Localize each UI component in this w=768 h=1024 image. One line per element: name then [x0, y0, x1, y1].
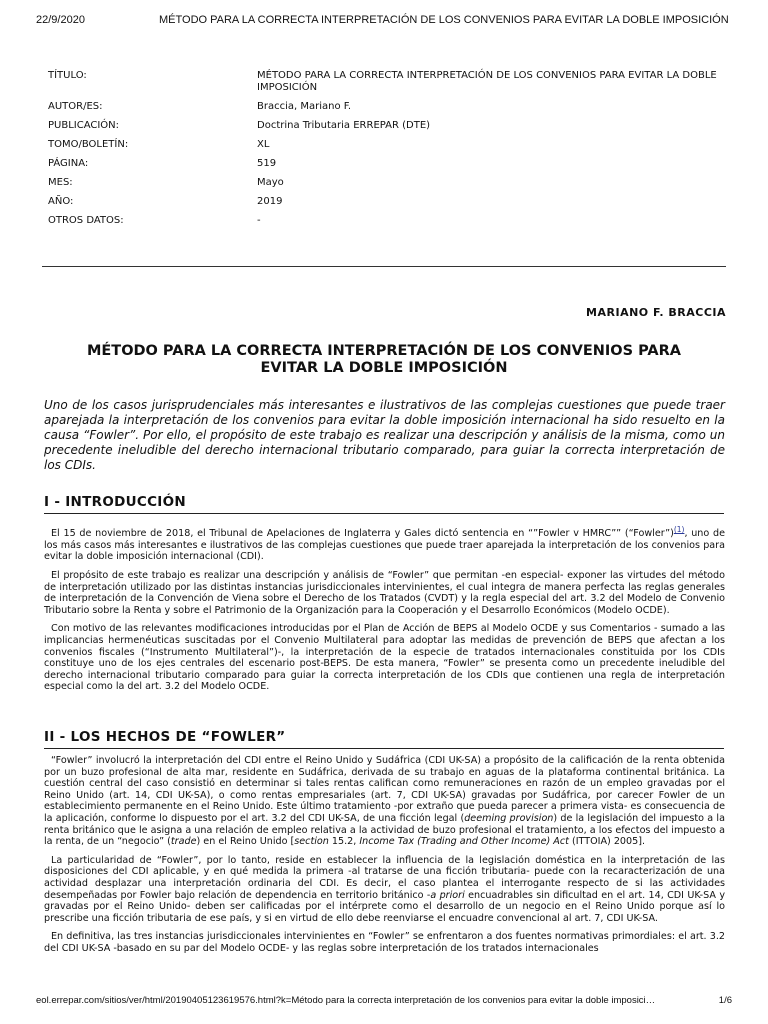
meta-value: MÉTODO PARA LA CORRECTA INTERPRETACIÓN DE LOS CONVENIOS PARA EVITAR LA DOBLE IMPOSICIÓN	[257, 70, 717, 93]
metadata-table	[48, 70, 728, 234]
meta-value: Mayo	[257, 177, 284, 188]
article-abstract: Uno de los casos jurisprudenciales más interesantes e ilustrativos de las complejas cuestiones que puede traer aparejada la interpretación de los convenios para evitar la doble imposición internacional ha sido resuelto en la causa “Fowler”. Por ello, el propósito de este trabajo es realizar una descripción y análisis de la misma, como un precedente ineludible del derecho internacional tributario comparado, para guiar la correcta interpretación de los CDIs.	[44, 398, 725, 472]
divider	[42, 266, 726, 267]
page-url: eol.errepar.com/sitios/ver/html/20190405123619576.html?k=Método para la correcta interpretación de los convenios para evitar la doble imposici…	[36, 995, 656, 1006]
text: encuadrables sin dificultad en el art. 14, CDI UK-SA y gravadas por el Reino Unido- deben ser calificadas por el intérprete como el desarrollo de un negocio en el Reino Unido porque así lo prescribe una ficción tributaria de ese país, y si en virtud de ello debe reenviarse el encuadre convencional al art. 7, CDI UK-SA.	[44, 889, 725, 924]
article-title: MÉTODO PARA LA CORRECTA INTERPRETACIÓN DE LOS CONVENIOS PARA EVITAR LA DOBLE IMPOSICIÓN	[86, 343, 682, 376]
text: 15.2,	[328, 836, 360, 848]
italic-term: a priori	[430, 889, 465, 901]
paragraph: Con motivo de las relevantes modificaciones introducidas por el Plan de Acción de BEPS al Modelo OCDE y sus Comentarios - sumado a las implicancias hermenéuticas suscitadas por el Convenio Multilateral para adoptar las medidas de prevención de BEPS que afectan a los convenios fiscales (“Instrumento Multilateral”)-, la interpretación de la especie de tratados internacionales constituida por los CDIs constituye uno de los ejes centrales del escenario post-BEPS. De esta manera, “Fowler” se presenta como un precedente ineludible del derecho internacional tributario comparado para guiar la correcta interpretación de los CDIs que contienen una regla de interpretación especial como la del art. 3.2 del Modelo OCDE.	[44, 623, 725, 693]
meta-key: TÍTULO:	[48, 70, 87, 81]
meta-value: 519	[257, 158, 277, 169]
meta-row-publication	[48, 120, 728, 132]
text: ) de la legislación del impuesto a la renta británico que le asigna a una relación de empleo relativa a la actividad de buzo profesional el tratamiento, a los efectos del impuesto a la renta, de un “negocio” (	[44, 812, 725, 848]
meta-key: PUBLICACIÓN:	[48, 120, 120, 131]
italic-term: section	[294, 836, 329, 848]
meta-value: XL	[257, 139, 270, 150]
meta-row-year	[48, 196, 728, 208]
italic-term: deeming provision	[464, 812, 554, 824]
meta-row-title	[48, 70, 728, 94]
meta-row-author	[48, 101, 728, 113]
section-body-hechos	[44, 755, 725, 962]
meta-row-volume	[48, 139, 728, 151]
print-date: 22/9/2020	[36, 14, 85, 26]
text: El 15 de noviembre de 2018, el Tribunal de Apelaciones de Inglaterra y Gales dictó sentencia en “”Fowler v HMRC”” (“Fowler”)	[51, 528, 674, 540]
meta-row-page	[48, 158, 728, 170]
article-author: MARIANO F. BRACCIA	[586, 306, 726, 319]
paragraph	[44, 855, 725, 925]
meta-key: AÑO:	[48, 196, 74, 207]
paragraph	[44, 524, 725, 563]
page-number: 1/6	[718, 995, 732, 1006]
section-heading-introduccion: I - INTRODUCCIÓN	[44, 494, 724, 514]
meta-key: MES:	[48, 177, 73, 188]
meta-value: Doctrina Tributaria ERREPAR (DTE)	[257, 120, 431, 131]
text: La particularidad de “Fowler”, por lo tanto, reside en establecer la influencia de la legislación doméstica en la interpretación de las disposiciones del CDI aplicable, y en qué medida la primera -al tratarse de una ficción tributaria- puede con la recaracterización de una actividad desplazar una interpretación ordinaria del CDI. Es decir, el caso plantea el interrogante respecto de si las actividades desempeñadas por Fowler bajo relación de dependencia en territorio británico -	[44, 854, 725, 901]
text: , uno de los más casos más interesantes e ilustrativos de las complejas cuestiones que puede traer aparejada la interpretación de los convenios para evitar la doble imposición internacional (CDI).	[44, 528, 725, 563]
text: (ITTOIA) 2005].	[568, 836, 646, 848]
meta-value: Braccia, Mariano F.	[257, 101, 352, 112]
paragraph: En definitiva, las tres instancias jurisdiccionales intervinientes en “Fowler” se enfrentaron a dos fuentes normativas primordiales: el art. 3.2 del CDI UK-SA -basado en su par del Modelo OCDE- y las reglas sobre interpretación de los tratados internacionales	[44, 931, 725, 954]
meta-value: 2019	[257, 196, 283, 207]
paragraph: El propósito de este trabajo es realizar una descripción y análisis de “Fowler” que permitan -en especial- exponer las virtudes del método de interpretación utilizado por las distintas instancias jurisdiccionales intervinientes, el cual integra de manera perfecta las reglas generales de interpretación de la Convención de Viena sobre el Derecho de los Tratados (CVDT) y la regla especial del art. 3.2 del Modelo de Convenio Tributario sobre la Renta y sobre el Patrimonio de la Organización para la Cooperación y el Desarrollo Económicos (Modelo OCDE).	[44, 569, 725, 616]
print-header-title: MÉTODO PARA LA CORRECTA INTERPRETACIÓN DE LOS CONVENIOS PARA EVITAR LA DOBLE IMPOSICIÓN	[159, 14, 729, 26]
meta-key: OTROS DATOS:	[48, 215, 124, 226]
meta-row-other	[48, 215, 728, 227]
meta-key: PÁGINA:	[48, 158, 89, 169]
meta-key: AUTOR/ES:	[48, 101, 103, 112]
text: “Fowler” involucró la interpretación del CDI entre el Reino Unido y Sudáfrica (CDI UK-SA) a propósito de la calificación de la renta obtenida por un buzo profesional de alta mar, residente en Sudáfrica, derivada de su trabajo en aguas de la plataforma continental británica. La cuestión central del caso consistió en determinar si tales rentas califican como remuneraciones en razón de un empleo gravadas por el Reino Unido (art. 14, CDI UK-SA), o como rentas empresariales (art. 7, CDI UK-SA) gravadas por Sudáfrica, por carecer Fowler de un establecimiento permanente en el Reino Unido. Este último tratamiento -por extraño que pueda parecer a primera vista- es consecuencia de la aplicación, conforme lo dispuesto por el art. 3.2 del CDI UK-SA, de una ficción legal (	[44, 755, 725, 824]
meta-key: TOMO/BOLETÍN:	[48, 139, 129, 150]
italic-term: trade	[170, 836, 197, 848]
meta-row-month	[48, 177, 728, 189]
meta-value: -	[257, 215, 261, 226]
italic-term: Income Tax (Trading and Other Income) Act	[359, 836, 569, 848]
section-heading-hechos: II - LOS HECHOS DE “FOWLER”	[44, 729, 724, 749]
footnote-link[interactable]: (1)	[673, 525, 685, 534]
paragraph	[44, 755, 725, 848]
text: ) en el Reino Unido [	[196, 836, 295, 848]
section-body-introduccion	[44, 524, 725, 700]
